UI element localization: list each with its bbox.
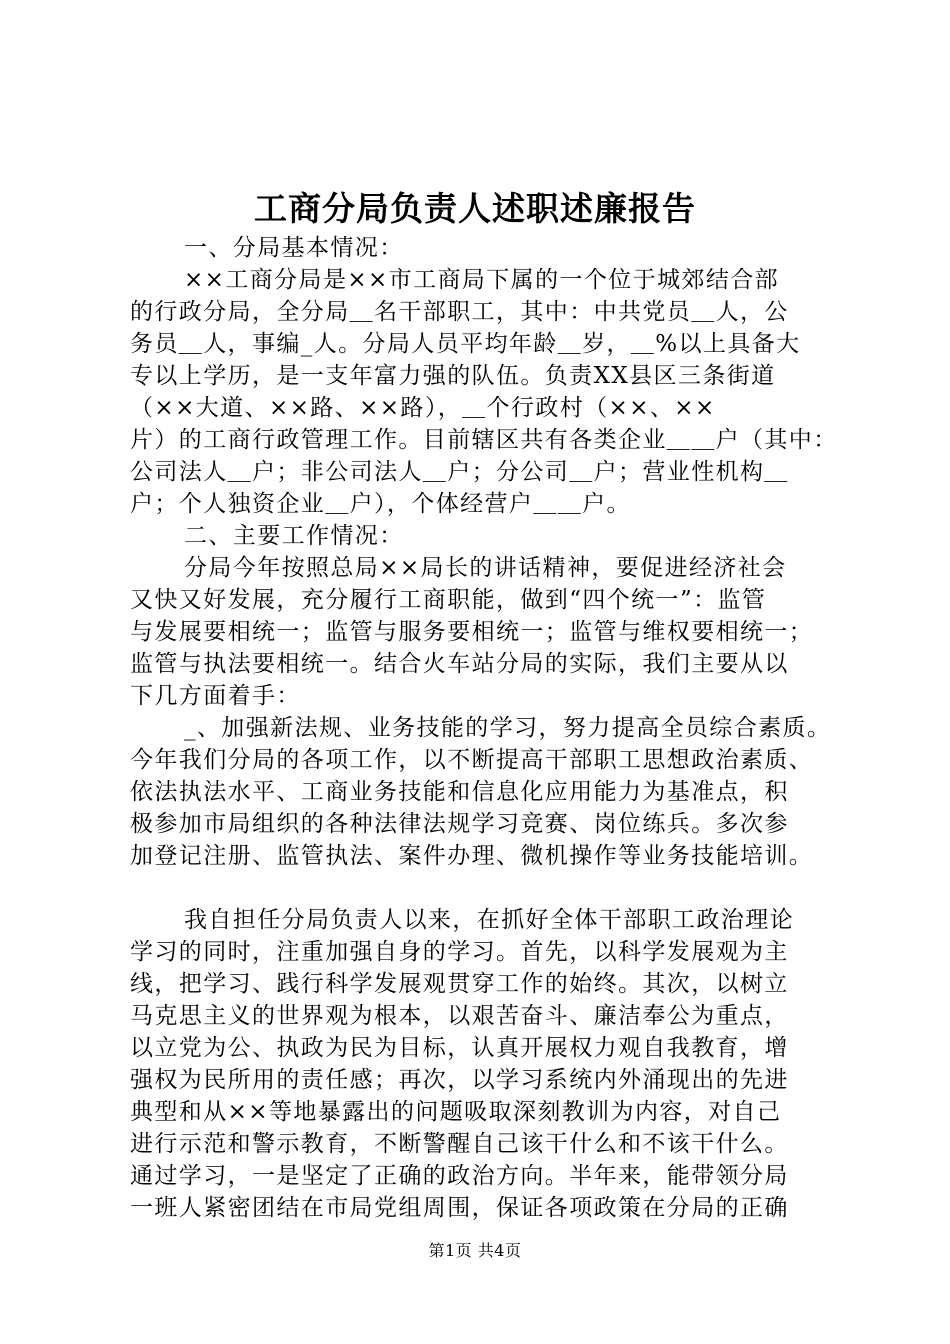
paragraph-line: 公司法人＿户；非公司法人＿户；分公司＿户；营业性机构＿ [130,459,789,485]
paragraph-line: _、加强新法规、业务技能的学习，努力提高全员综合素质。 [184,715,832,741]
paragraph-line: 以立党为公、执政为民为目标，认真开展权力观自我教育，增 [130,1035,789,1061]
paragraph-line: 学习的同时，注重加强自身的学习。首先，以科学发展观为主 [130,939,789,965]
paragraph-line: 进行示范和警示教育，不断警醒自己该干什么和不该干什么。 [130,1131,789,1157]
section-heading-main-work: 二、主要工作情况： [184,523,404,549]
paragraph-line: 下几方面着手： [130,683,301,709]
paragraph-line: 通过学习，一是坚定了正确的政治方向。半年来，能带领分局 [130,1163,789,1189]
paragraph-line: 的行政分局，全分局＿名干部职工，其中：中共党员＿人，公 [130,299,789,325]
paragraph-line: 又快又好发展，充分履行工商职能，做到“四个统一”：监管 [130,587,767,613]
paragraph-line: 加登记注册、监管执法、案件办理、微机操作等业务技能培训。 [130,843,814,869]
paragraph-line: ××工商分局是××市工商局下属的一个位于城郊结合部 [184,267,780,293]
paragraph-line: 务员＿人，事编_人。分局人员平均年龄＿岁，＿%以上具备大 [130,331,801,357]
paragraph-line: 分局今年按照总局××局长的讲话精神，要促进经济社会 [184,555,787,581]
section-heading-basic-info: 一、分局基本情况： [184,235,404,261]
paragraph-line: 户；个人独资企业＿户），个体经营户＿＿户。 [130,491,631,517]
paragraph-line: 线，把学习、践行科学发展观贯穿工作的始终。其次，以树立 [130,971,789,997]
paragraph-line: 与发展要相统一；监管与服务要相统一；监管与维权要相统一； [130,619,814,645]
page-indicator: 第1页 共4页 [428,1241,522,1260]
paragraph-line: 马克思主义的世界观为根本，以艰苦奋斗、廉洁奉公为重点， [130,1003,789,1029]
paragraph-line: 依法执法水平、工商业务技能和信息化应用能力为基准点，积 [130,779,789,805]
paragraph-line: 片）的工商行政管理工作。目前辖区共有各类企业＿＿户（其中： [130,427,838,453]
paragraph-line: 强权为民所用的责任感；再次，以学习系统内外涌现出的先进 [130,1067,789,1093]
paragraph-line: 典型和从××等地暴露出的问题吸取深刻教训为内容，对自己 [130,1099,782,1125]
paragraph-line: 今年我们分局的各项工作，以不断提高干部职工思想政治素质、 [130,747,814,773]
document-body [130,232,838,1224]
paragraph-line: 监管与执法要相统一。结合火车站分局的实际，我们主要从以 [130,651,789,677]
paragraph-spacer [130,872,830,904]
paragraph-line: 一班人紧密团结在市局党组周围，保证各项政策在分局的正确 [130,1195,789,1221]
paragraph-line: （××大道、××路、××路），＿个行政村（××、×× [130,395,716,421]
paragraph-line: 我自担任分局负责人以来，在抓好全体干部职工政治理论 [184,907,794,933]
paragraph-line: 极参加市局组织的各种法律法规学习竞赛、岗位练兵。多次参 [130,811,789,837]
paragraph-line: 专以上学历，是一支年富力强的队伍。负责XX县区三条街道 [130,363,776,389]
document-title: 工商分局负责人述职述廉报告 [254,189,696,228]
